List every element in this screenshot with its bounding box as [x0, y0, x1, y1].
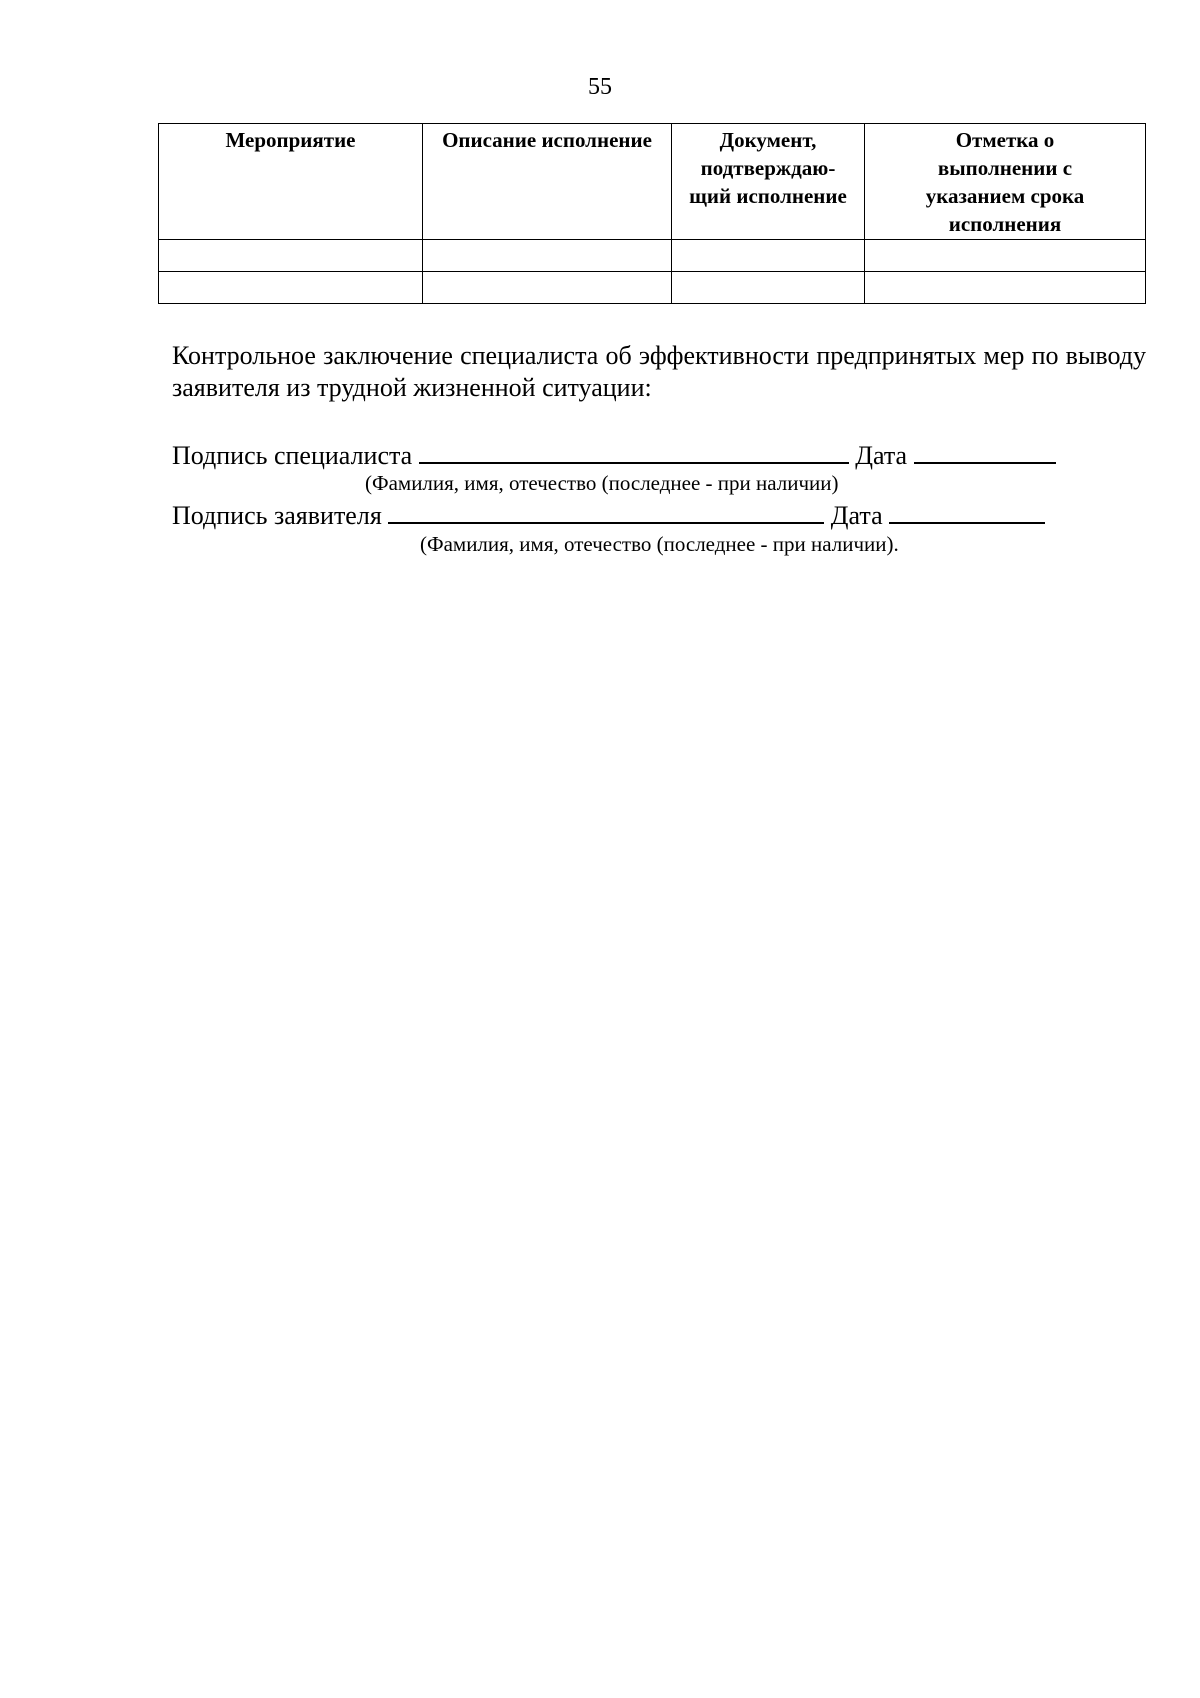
table-row [159, 272, 1146, 304]
applicant-date-label: Дата [830, 501, 883, 530]
control-conclusion-text: Контрольное заключение специалиста об эффективности предпринятых мер по выводу заявителя из трудной жизненной ситуации: [172, 341, 1146, 402]
specialist-signature-label: Подпись специалиста [172, 441, 413, 470]
applicant-date-field[interactable] [889, 496, 1045, 524]
header-confirming-document: Документ, подтверждаю- щий исполнение [672, 124, 865, 240]
table-cell[interactable] [423, 272, 672, 304]
table-cell[interactable] [672, 272, 865, 304]
header-execution-description: Описание исполнение [423, 124, 672, 240]
table-header-row [159, 124, 1146, 240]
table-cell[interactable] [672, 240, 865, 272]
specialist-date-label: Дата [855, 441, 908, 470]
specialist-date-field[interactable] [914, 436, 1056, 464]
specialist-name-hint: (Фамилия, имя, отечество (последнее - при наличии) [365, 471, 839, 495]
applicant-signature-field[interactable] [388, 496, 824, 524]
specialist-signature-field[interactable] [419, 436, 849, 464]
header-measure: Мероприятие [159, 124, 423, 240]
applicant-signature-label: Подпись заявителя [172, 501, 382, 530]
measures-table [158, 123, 1146, 304]
table-row [159, 240, 1146, 272]
table-cell[interactable] [159, 240, 423, 272]
page-number: 55 [588, 74, 612, 100]
table-cell[interactable] [423, 240, 672, 272]
table-cell[interactable] [865, 240, 1146, 272]
applicant-signature-line [172, 496, 1045, 532]
specialist-signature-line [172, 436, 1056, 472]
table-cell[interactable] [159, 272, 423, 304]
table-cell[interactable] [865, 272, 1146, 304]
header-completion-mark: Отметка о выполнении с указанием срока исполнения [865, 124, 1146, 240]
applicant-name-hint: (Фамилия, имя, отечество (последнее - при наличии). [420, 532, 899, 556]
